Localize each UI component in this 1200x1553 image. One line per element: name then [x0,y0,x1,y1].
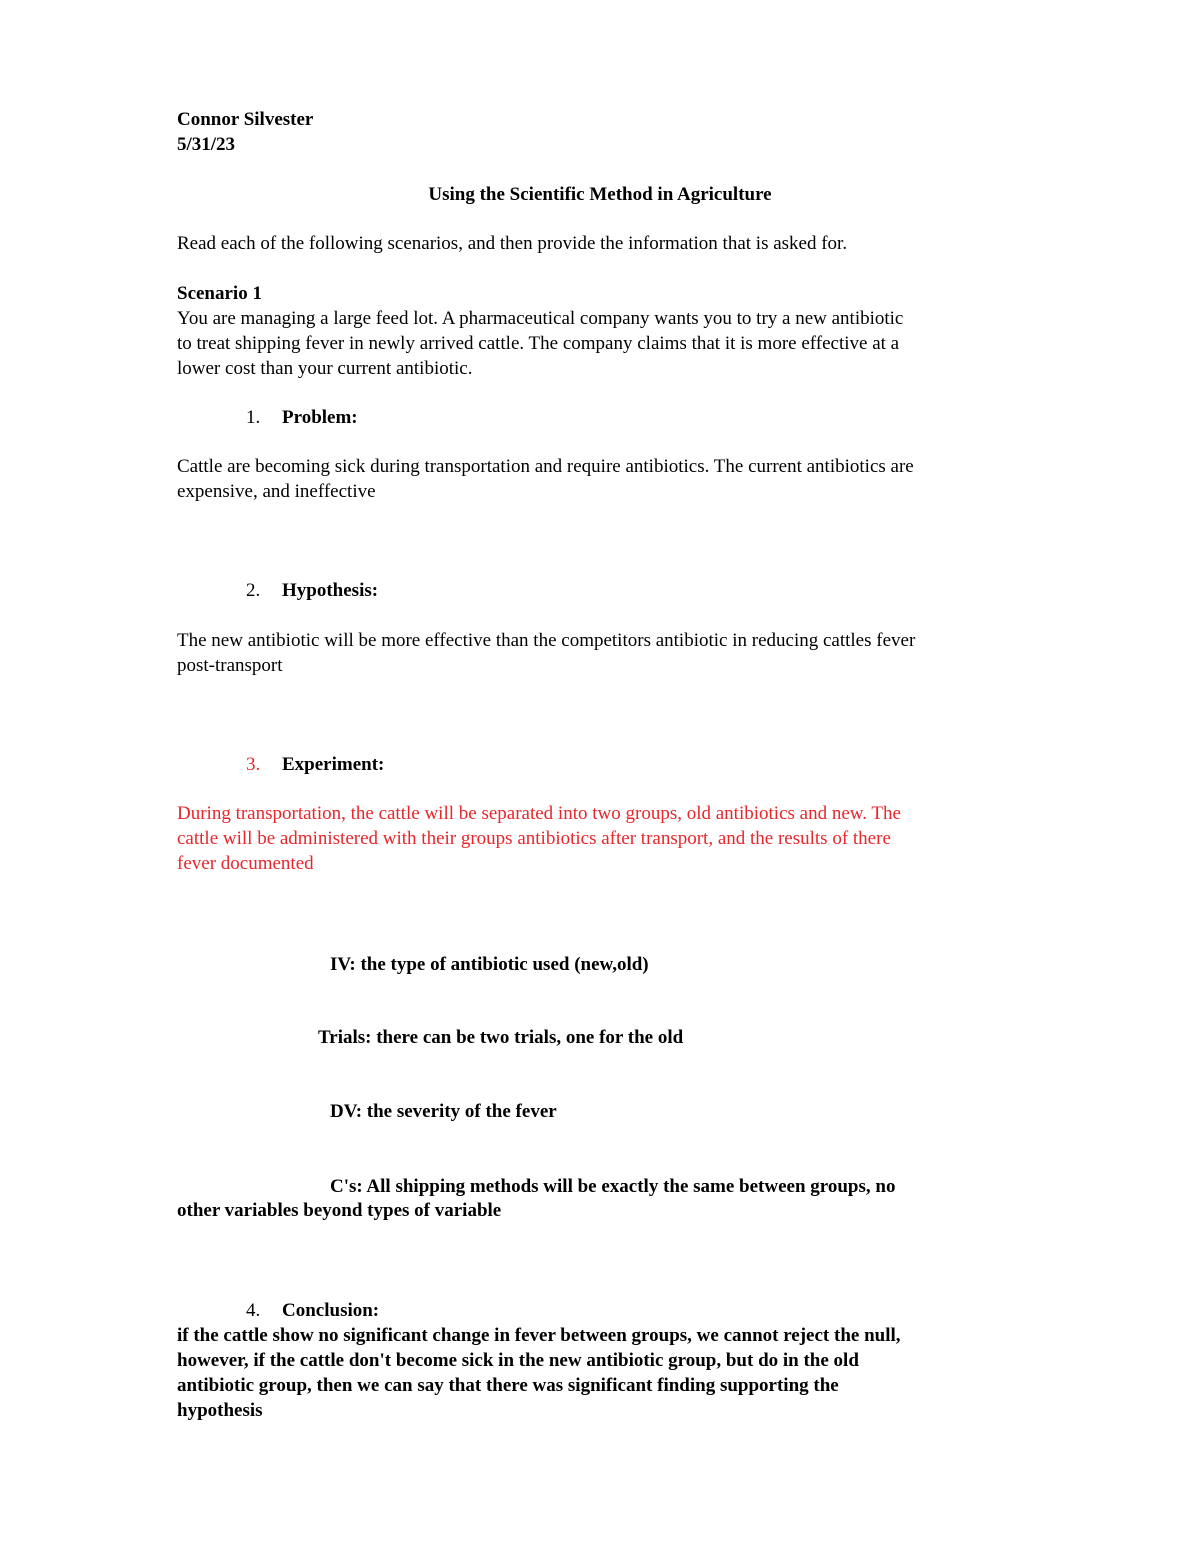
independent-variable: IV: the type of antibiotic used (new,old) [330,954,649,975]
experiment-label: Experiment: [282,754,385,775]
conclusion-label: Conclusion: [282,1300,380,1321]
hypothesis-label: Hypothesis: [282,580,379,601]
conclusion-answer-line: if the cattle show no significant change in fever between groups, we cannot reject the null, [177,1325,901,1346]
constants-line: other variables beyond types of variable [177,1200,502,1221]
scenario-line: You are managing a large feed lot. A pharmaceutical company wants you to try a new antibiotic [177,308,904,329]
instructions: Read each of the following scenarios, and then provide the information that is asked for. [177,233,848,254]
conclusion-answer-line: however, if the cattle don't become sick in the new antibiotic group, but do in the old [177,1350,859,1371]
conclusion-answer-line: antibiotic group, then we can say that there was significant finding supporting the [177,1375,839,1396]
experiment-answer-line: During transportation, the cattle will be separated into two groups, old antibiotics and new. The [177,803,901,824]
dependent-variable: DV: the severity of the fever [330,1101,557,1122]
constants-line: C's: All shipping methods will be exactly the same between groups, no [330,1176,896,1197]
hypothesis-answer-line: The new antibiotic will be more effective than the competitors antibiotic in reducing cattles fever [177,630,916,651]
problem-label: Problem: [282,407,358,428]
scenario-line: lower cost than your current antibiotic. [177,358,473,379]
hypothesis-number: 2. [246,580,261,601]
trials: Trials: there can be two trials, one for the old [318,1027,684,1048]
scenario-line: to treat shipping fever in newly arrived cattle. The company claims that it is more effective at a [177,333,900,354]
scenario-heading: Scenario 1 [177,283,262,304]
document-date: 5/31/23 [177,134,236,155]
document-title: Using the Scientific Method in Agriculture [428,184,772,205]
experiment-answer-line: cattle will be administered with their groups antibiotics after transport, and the results of there [177,828,891,849]
problem-heading [246,405,358,430]
conclusion-heading [246,1298,379,1323]
hypothesis-answer-line: post-transport [177,655,283,676]
problem-answer-line: expensive, and ineffective [177,481,376,502]
experiment-answer-line: fever documented [177,853,314,874]
author-name: Connor Silvester [177,109,314,130]
experiment-heading [246,752,384,777]
problem-answer-line: Cattle are becoming sick during transportation and require antibiotics. The current antibiotics are [177,456,914,477]
conclusion-number: 4. [246,1300,261,1321]
conclusion-answer-line: hypothesis [177,1400,263,1421]
problem-number: 1. [246,407,261,428]
experiment-number: 3. [246,754,261,775]
hypothesis-heading [246,578,378,603]
